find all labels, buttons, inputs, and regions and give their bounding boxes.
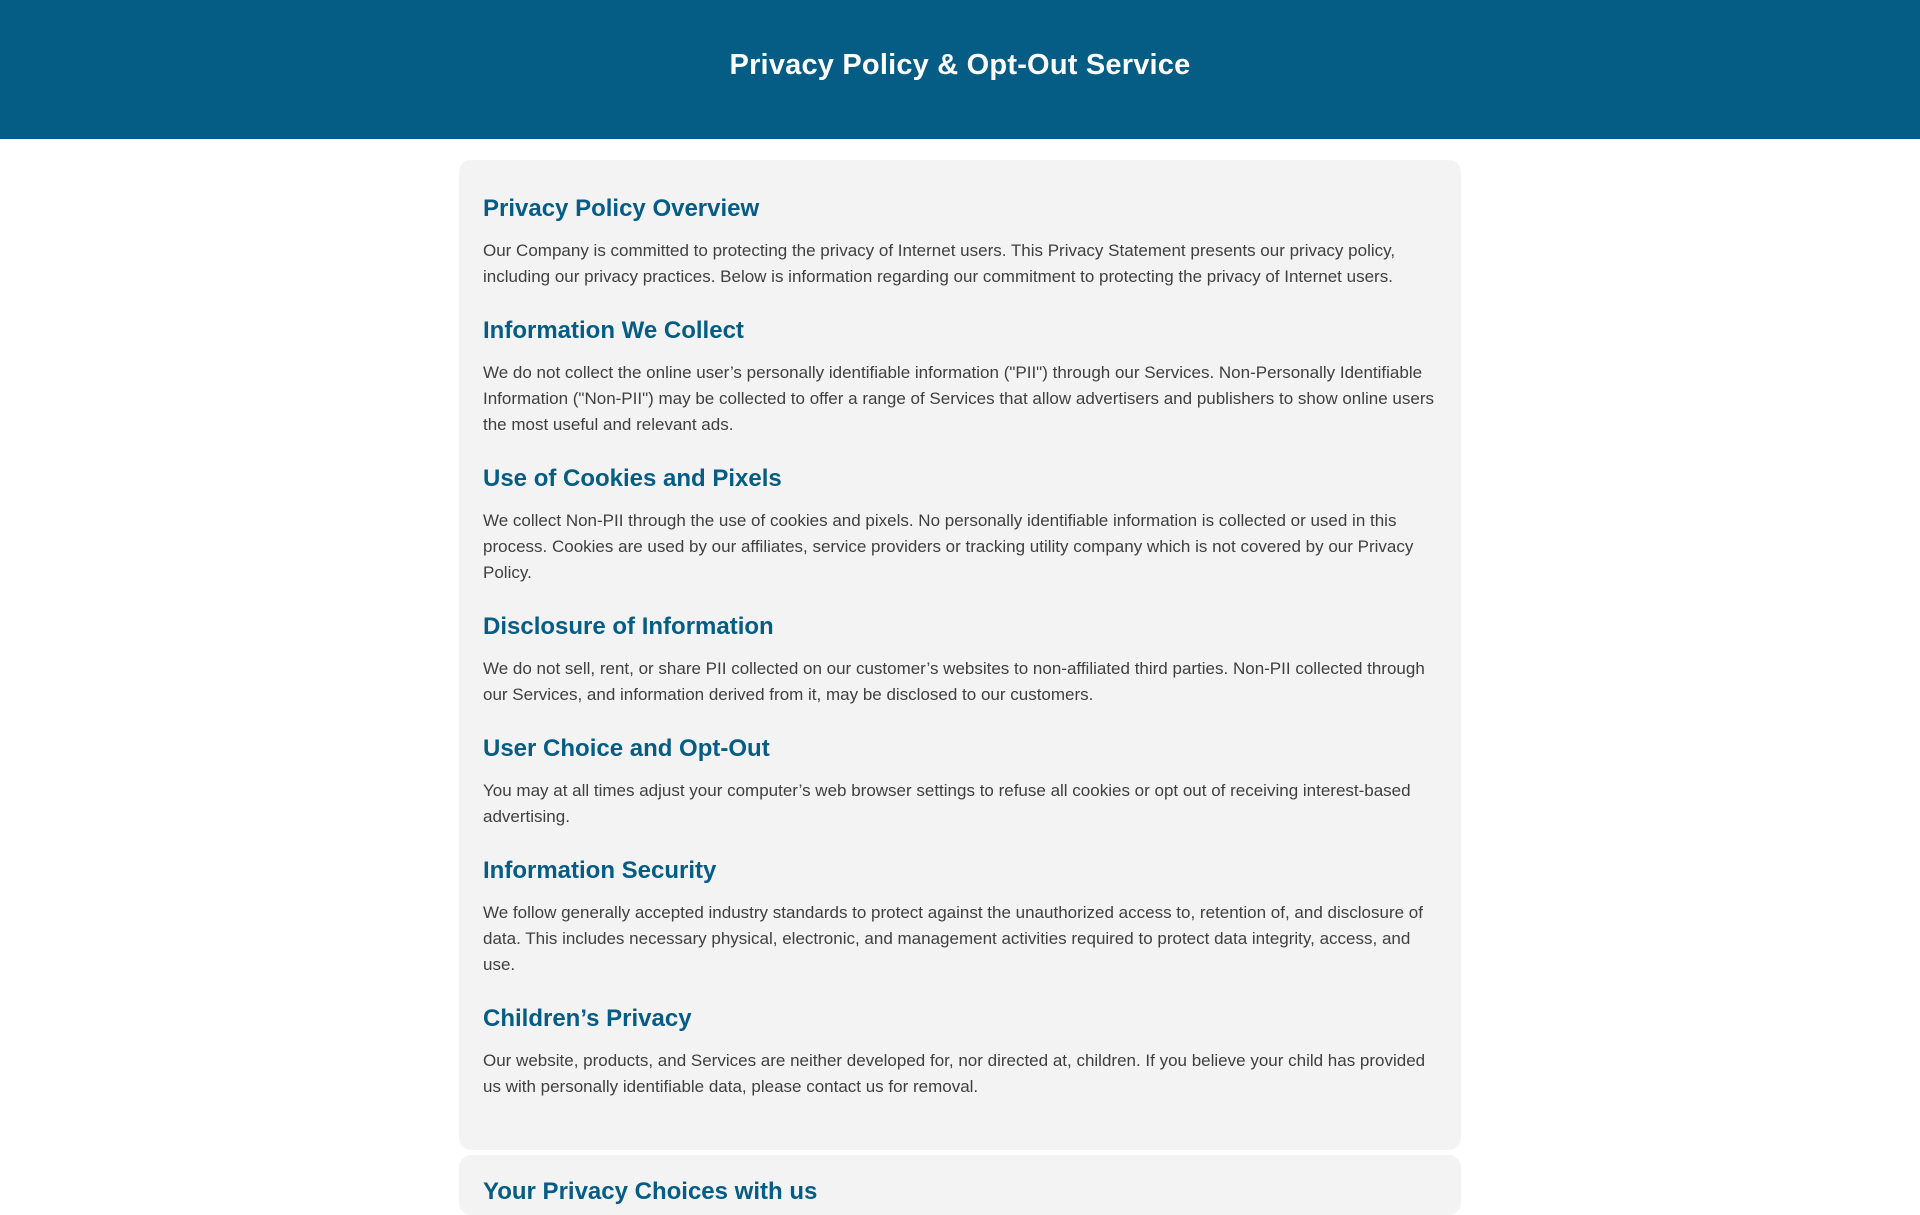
- app-header: [0, 0, 1920, 139]
- section-heading: User Choice and Opt-Out: [483, 735, 770, 762]
- section-heading: Use of Cookies and Pixels: [483, 465, 782, 492]
- section-heading: Disclosure of Information: [483, 613, 774, 640]
- section-body: Our Company is committed to protecting the privacy of Internet users. This Privacy Statement presents our privacy policy, including our privacy practices. Below is information regarding our commitment to protecting the privacy of Internet users.: [483, 241, 1396, 286]
- section-body: We do not collect the online user’s personally identifiable information ("PII") through our Services. Non-Personally Identifiable Information ("Non-PII") may be collected to offer a range of Services that allow advertisers and publishers to show online users the most useful and relevant ads.: [483, 363, 1435, 434]
- privacy-choices-card: [459, 1155, 1461, 1215]
- section-body: We do not sell, rent, or share PII collected on our customer’s websites to non-affiliated third parties. Non-PII collected through our Services, and information derived from it, may be disclosed to our customers.: [483, 659, 1425, 704]
- section-information-security: [483, 856, 1437, 978]
- section-heading: Privacy Policy Overview: [483, 195, 760, 222]
- section-body: Our website, products, and Services are neither developed for, nor directed at, children. If you believe your child has provided us with personally identifiable data, please contact us for removal.: [483, 1051, 1426, 1096]
- section-your-privacy-choices: [483, 1177, 1437, 1207]
- section-heading: Information We Collect: [483, 317, 744, 344]
- section-use-of-cookies-and-pixels: [483, 464, 1437, 586]
- section-heading: Information Security: [483, 857, 717, 884]
- main-content: [459, 160, 1461, 1215]
- section-information-we-collect: [483, 316, 1437, 438]
- section-heading: Your Privacy Choices with us: [483, 1178, 818, 1205]
- section-body: We collect Non-PII through the use of cookies and pixels. No personally identifiable information is collected or used in this process. Cookies are used by our affiliates, service providers or tracking utility company which is not covered by our Privacy Policy.: [483, 511, 1414, 582]
- section-body: You may at all times adjust your computer’s web browser settings to refuse all cookies or opt out of receiving interest-based advertising.: [483, 781, 1411, 826]
- section-disclosure-of-information: [483, 612, 1437, 708]
- privacy-policy-card: [459, 160, 1461, 1150]
- section-heading: Children’s Privacy: [483, 1005, 692, 1032]
- section-body: We follow generally accepted industry standards to protect against the unauthorized access to, retention of, and disclosure of data. This includes necessary physical, electronic, and management activities required to protect data integrity, access, and use.: [483, 903, 1423, 974]
- section-privacy-policy-overview: [483, 194, 1437, 290]
- section-childrens-privacy: [483, 1004, 1437, 1100]
- section-user-choice-and-opt-out: [483, 734, 1437, 830]
- page-title: Privacy Policy & Opt-Out Service: [729, 49, 1191, 81]
